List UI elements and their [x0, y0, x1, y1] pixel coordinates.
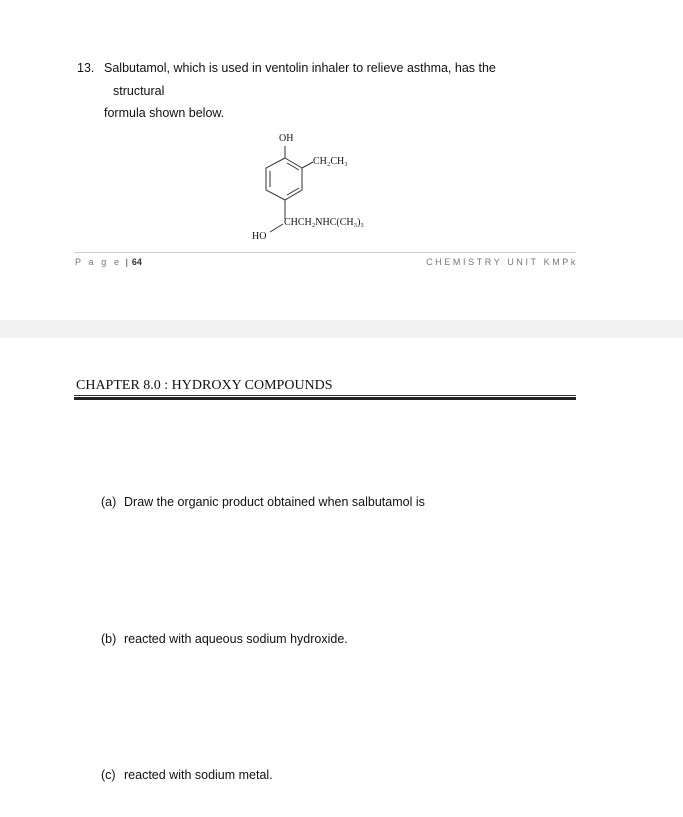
footer-unit: CHEMISTRY UNIT KMPk [426, 257, 578, 267]
page-label: P a g e [75, 257, 122, 267]
page-separator: | [125, 257, 128, 267]
chapter-rule-thin [74, 395, 576, 396]
salbutamol-structure [240, 125, 390, 247]
chapter-title: CHAPTER 8.0 : HYDROXY COMPOUNDS [76, 378, 333, 393]
question-text-line2: structural [113, 84, 165, 98]
chapter-rule-thick [74, 397, 576, 400]
part-b-text: reacted with aqueous sodium hydroxide. [124, 632, 348, 646]
page-number: 64 [131, 257, 142, 267]
side-chain-label: CHCH₂NHC(CH₃)₃ [284, 217, 364, 228]
footer-divider [74, 252, 576, 253]
part-a-label: (a) [101, 495, 117, 509]
question-text-line1: Salbutamol, which is used in ventolin inhaler to relieve asthma, has the [104, 61, 496, 75]
footer-page [75, 257, 142, 267]
ho-label: HO [252, 231, 267, 242]
part-c-text: reacted with sodium metal. [124, 768, 273, 782]
part-a-text: Draw the organic product obtained when salbutamol is [124, 495, 425, 509]
part-b-label: (b) [101, 632, 117, 646]
ethyl-label: CH₂CH₃ [313, 156, 348, 167]
question-text-line3: formula shown below. [104, 106, 225, 120]
question-number: 13. [77, 61, 95, 75]
hydroxyl-label: OH [279, 133, 294, 144]
page-break-gap [0, 320, 683, 338]
part-c-label: (c) [101, 768, 116, 782]
